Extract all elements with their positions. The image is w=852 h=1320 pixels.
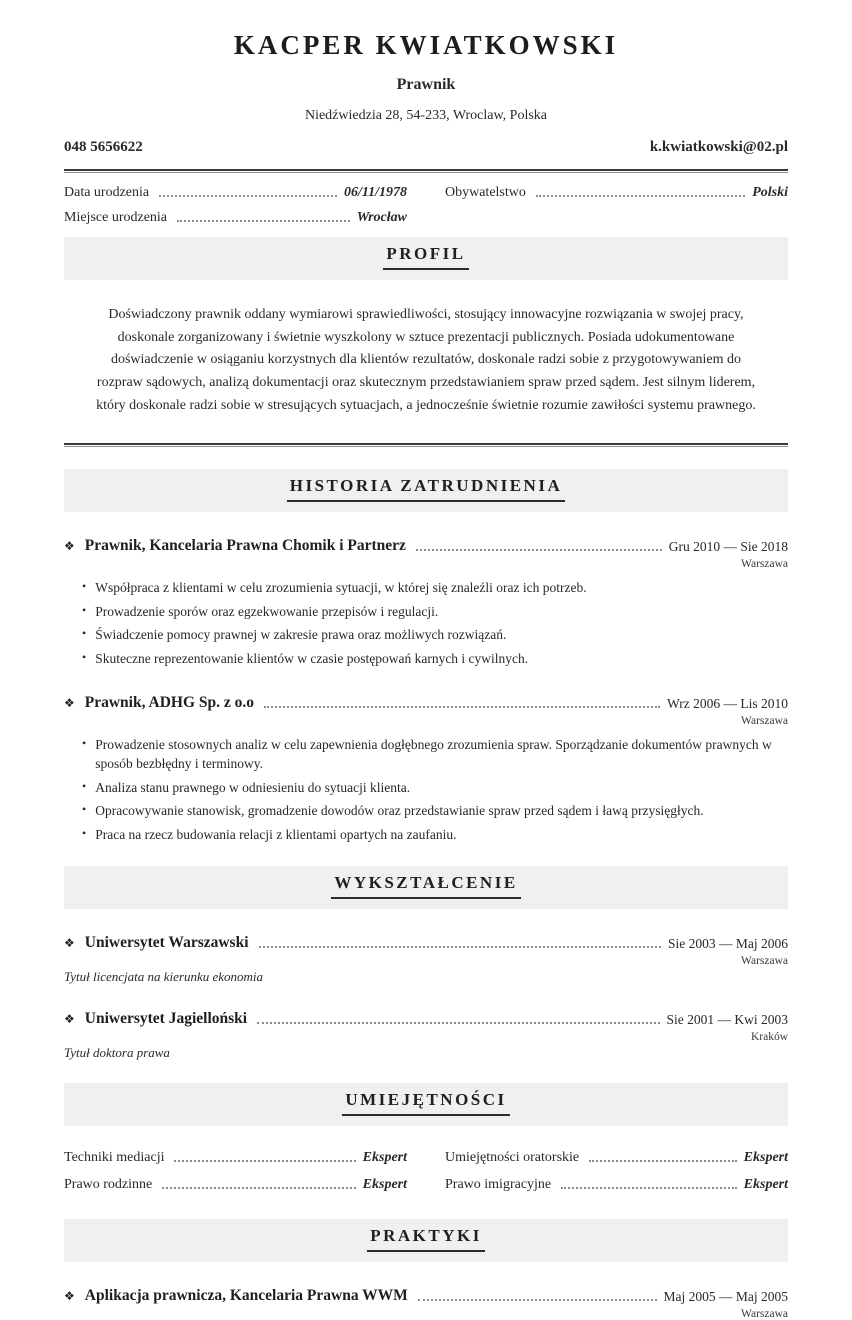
skill-label: Techniki mediacji: [64, 1150, 165, 1166]
bullet-item: [82, 578, 788, 598]
education-entry-head: [64, 1010, 788, 1028]
contact-row: [64, 139, 788, 156]
job-title: Prawnik, Kancelaria Prawna Chomik i Partnerz: [84, 537, 406, 555]
section-education: [64, 866, 788, 1061]
bullet-icon: •: [82, 602, 87, 617]
person-name: KACPER KWIATKOWSKI: [233, 30, 619, 60]
job-dates: Gru 2010 — Sie 2018: [668, 539, 788, 555]
section-header-strip: [64, 1083, 788, 1126]
bullet-text: Analiza stanu prawnego w odniesieniu do sytuacji klienta.: [95, 779, 411, 795]
bullet-icon: •: [82, 579, 87, 594]
bullet-text: Prowadzenie stosownych analiz w celu zapewnienia dogłębnego zrozumienia spraw. Sporządzanie dokumentów prawnych w sposób bezbłędny i terminowy.: [95, 736, 772, 772]
bullet-text: Współpraca z klientami w celu zrozumienia sytuacji, w której się znaleźli oraz ich potrzeb.: [95, 580, 587, 596]
dotted-leader: [536, 195, 745, 197]
bullet-item: [82, 825, 788, 845]
field-value: Polski: [752, 185, 788, 200]
diamond-cluster-icon: ❖: [64, 1289, 75, 1304]
internship-entry-head: [64, 1287, 788, 1305]
section-title: PROFIL: [383, 244, 468, 270]
field-value: Wrocław: [356, 210, 407, 225]
dotted-leader: [177, 220, 350, 222]
bullet-text: Opracowywanie stanowisk, gromadzenie dowodów oraz przedstawianie spraw przed sądem i ławą przysięgłych.: [95, 803, 704, 819]
dotted-leader: [264, 706, 660, 708]
dotted-leader: [174, 1160, 355, 1162]
job-entry-head: [64, 537, 788, 555]
skill-level: Ekspert: [743, 1177, 788, 1193]
job-bullets: [82, 578, 788, 668]
bullet-text: Skuteczne reprezentowanie klientów w czasie postępowań karnych i cywilnych.: [95, 651, 529, 667]
person-job-title: Prawnik: [396, 76, 456, 93]
field-label: Miejsce urodzenia: [64, 210, 168, 225]
skill-item: [64, 1177, 407, 1193]
education-entry: [64, 934, 788, 985]
skill-item: [445, 1150, 788, 1166]
section-header-strip: [64, 866, 788, 909]
bullet-icon: •: [82, 802, 87, 817]
section-employment: [64, 469, 788, 844]
skill-level: Ekspert: [362, 1150, 407, 1166]
field-birth-date: [64, 185, 407, 201]
dotted-leader: [162, 1187, 355, 1189]
phone-number: 048 5656622: [64, 139, 143, 155]
internship-entry: [64, 1287, 788, 1320]
profile-text: Doświadczony prawnik oddany wymiarowi sprawiedliwości, stosujący innowacyjne rozwiązania w swojej pracy, doskonale zorganizowany i świetnie wyszkolony w sztuce prezentacji publicznych. Posiada udokumentowane doświadczenie w osiąganiu korzystnych dla klientów rezultatów, doskonale radzi sobie z przygotowywaniem do rozpraw sądowych, analizą dokumentacji oraz skutecznym przedstawianiem spraw przed sądem. Jest silnym liderem, który doskonale radzi sobie w stresujących sytuacjach, a jednocześnie świetnie rozumie zawiłości systemu prawnego.: [96, 307, 756, 413]
dotted-leader: [416, 549, 662, 551]
internship-dates: Maj 2005 — Maj 2005: [663, 1289, 788, 1305]
skill-level: Ekspert: [362, 1177, 407, 1193]
bullet-item: [82, 735, 788, 774]
dotted-leader: [589, 1160, 737, 1162]
resume-header: [64, 30, 788, 156]
diamond-cluster-icon: ❖: [64, 695, 75, 710]
dotted-leader: [418, 1299, 657, 1301]
degree-text: Tytuł doktora prawa: [64, 1045, 170, 1061]
school-location: Warszawa: [741, 955, 788, 968]
section-title: WYKSZTAŁCENIE: [331, 873, 520, 899]
internship-title: Aplikacja prawnicza, Kancelaria Prawna WWM: [84, 1287, 408, 1305]
job-location: Warszawa: [741, 714, 788, 727]
skills-grid: [64, 1150, 788, 1193]
section-header-strip: [64, 237, 788, 280]
bullet-item: [82, 801, 788, 821]
school-dates: Sie 2001 — Kwi 2003: [666, 1012, 788, 1028]
diamond-cluster-icon: ❖: [64, 936, 75, 951]
bullet-icon: •: [82, 778, 87, 793]
bullet-icon: •: [82, 825, 87, 840]
section-title: UMIEJĘTNOŚCI: [342, 1090, 509, 1116]
personal-details: [64, 173, 788, 237]
degree-text: Tytuł licencjata na kierunku ekonomia: [64, 969, 264, 985]
job-entry-head: [64, 694, 788, 712]
dotted-leader: [257, 1022, 659, 1024]
dotted-leader: [259, 946, 661, 948]
bullet-text: Prowadzenie sporów oraz egzekwowanie przepisów i regulacji.: [95, 603, 439, 619]
education-entry: [64, 1010, 788, 1061]
details-row: [64, 185, 788, 201]
dotted-leader: [159, 195, 337, 197]
internship-location: Warszawa: [741, 1308, 788, 1320]
school-location: Kraków: [750, 1031, 788, 1044]
profile-divider: [64, 443, 788, 447]
job-entry: [64, 537, 788, 668]
section-title: HISTORIA ZATRUDNIENIA: [287, 476, 565, 502]
bullet-item: [82, 778, 788, 798]
job-title: Prawnik, ADHG Sp. z o.o: [84, 693, 254, 711]
field-citizenship: [445, 185, 788, 201]
section-profile: [64, 237, 788, 417]
person-address: Niedźwiedzia 28, 54-233, Wroclaw, Polska: [304, 108, 548, 123]
bullet-item: [82, 625, 788, 645]
bullet-icon: •: [82, 650, 87, 665]
email-address: k.kwiatkowski@02.pl: [649, 139, 788, 155]
job-dates: Wrz 2006 — Lis 2010: [667, 695, 788, 711]
bullet-item: [82, 649, 788, 669]
diamond-cluster-icon: ❖: [64, 539, 75, 554]
skill-label: Prawo rodzinne: [64, 1177, 153, 1193]
school-dates: Sie 2003 — Maj 2006: [668, 936, 788, 952]
bullet-item: [82, 602, 788, 622]
bullet-text: Świadczenie pomocy prawnej w zakresie prawa oraz możliwych rozwiązań.: [95, 627, 507, 643]
school-name: Uniwersytet Jagielloński: [84, 1010, 248, 1028]
diamond-cluster-icon: ❖: [64, 1012, 75, 1027]
skill-level: Ekspert: [743, 1150, 788, 1166]
bullet-icon: •: [82, 626, 87, 641]
field-birth-place: [64, 210, 407, 226]
section-header-strip: [64, 469, 788, 512]
skill-label: Prawo imigracyjne: [445, 1177, 552, 1193]
skill-item: [445, 1177, 788, 1193]
details-row: [64, 210, 788, 226]
job-bullets: [82, 735, 788, 845]
education-entry-head: [64, 934, 788, 952]
school-name: Uniwersytet Warszawski: [84, 934, 249, 952]
job-entry: [64, 694, 788, 845]
skill-item: [64, 1150, 407, 1166]
job-location: Warszawa: [741, 558, 788, 571]
section-skills: [64, 1083, 788, 1193]
section-header-strip: [64, 1219, 788, 1262]
field-label: Obywatelstwo: [445, 185, 526, 200]
skill-label: Umiejętności oratorskie: [445, 1150, 580, 1166]
section-title: PRAKTYKI: [367, 1226, 485, 1252]
field-value: 06/11/1978: [343, 185, 407, 200]
dotted-leader: [561, 1187, 737, 1189]
field-label: Data urodzenia: [64, 185, 150, 200]
section-internships: [64, 1219, 788, 1320]
bullet-text: Praca na rzecz budowania relacji z klientami opartych na zaufaniu.: [95, 826, 457, 842]
bullet-icon: •: [82, 735, 87, 750]
